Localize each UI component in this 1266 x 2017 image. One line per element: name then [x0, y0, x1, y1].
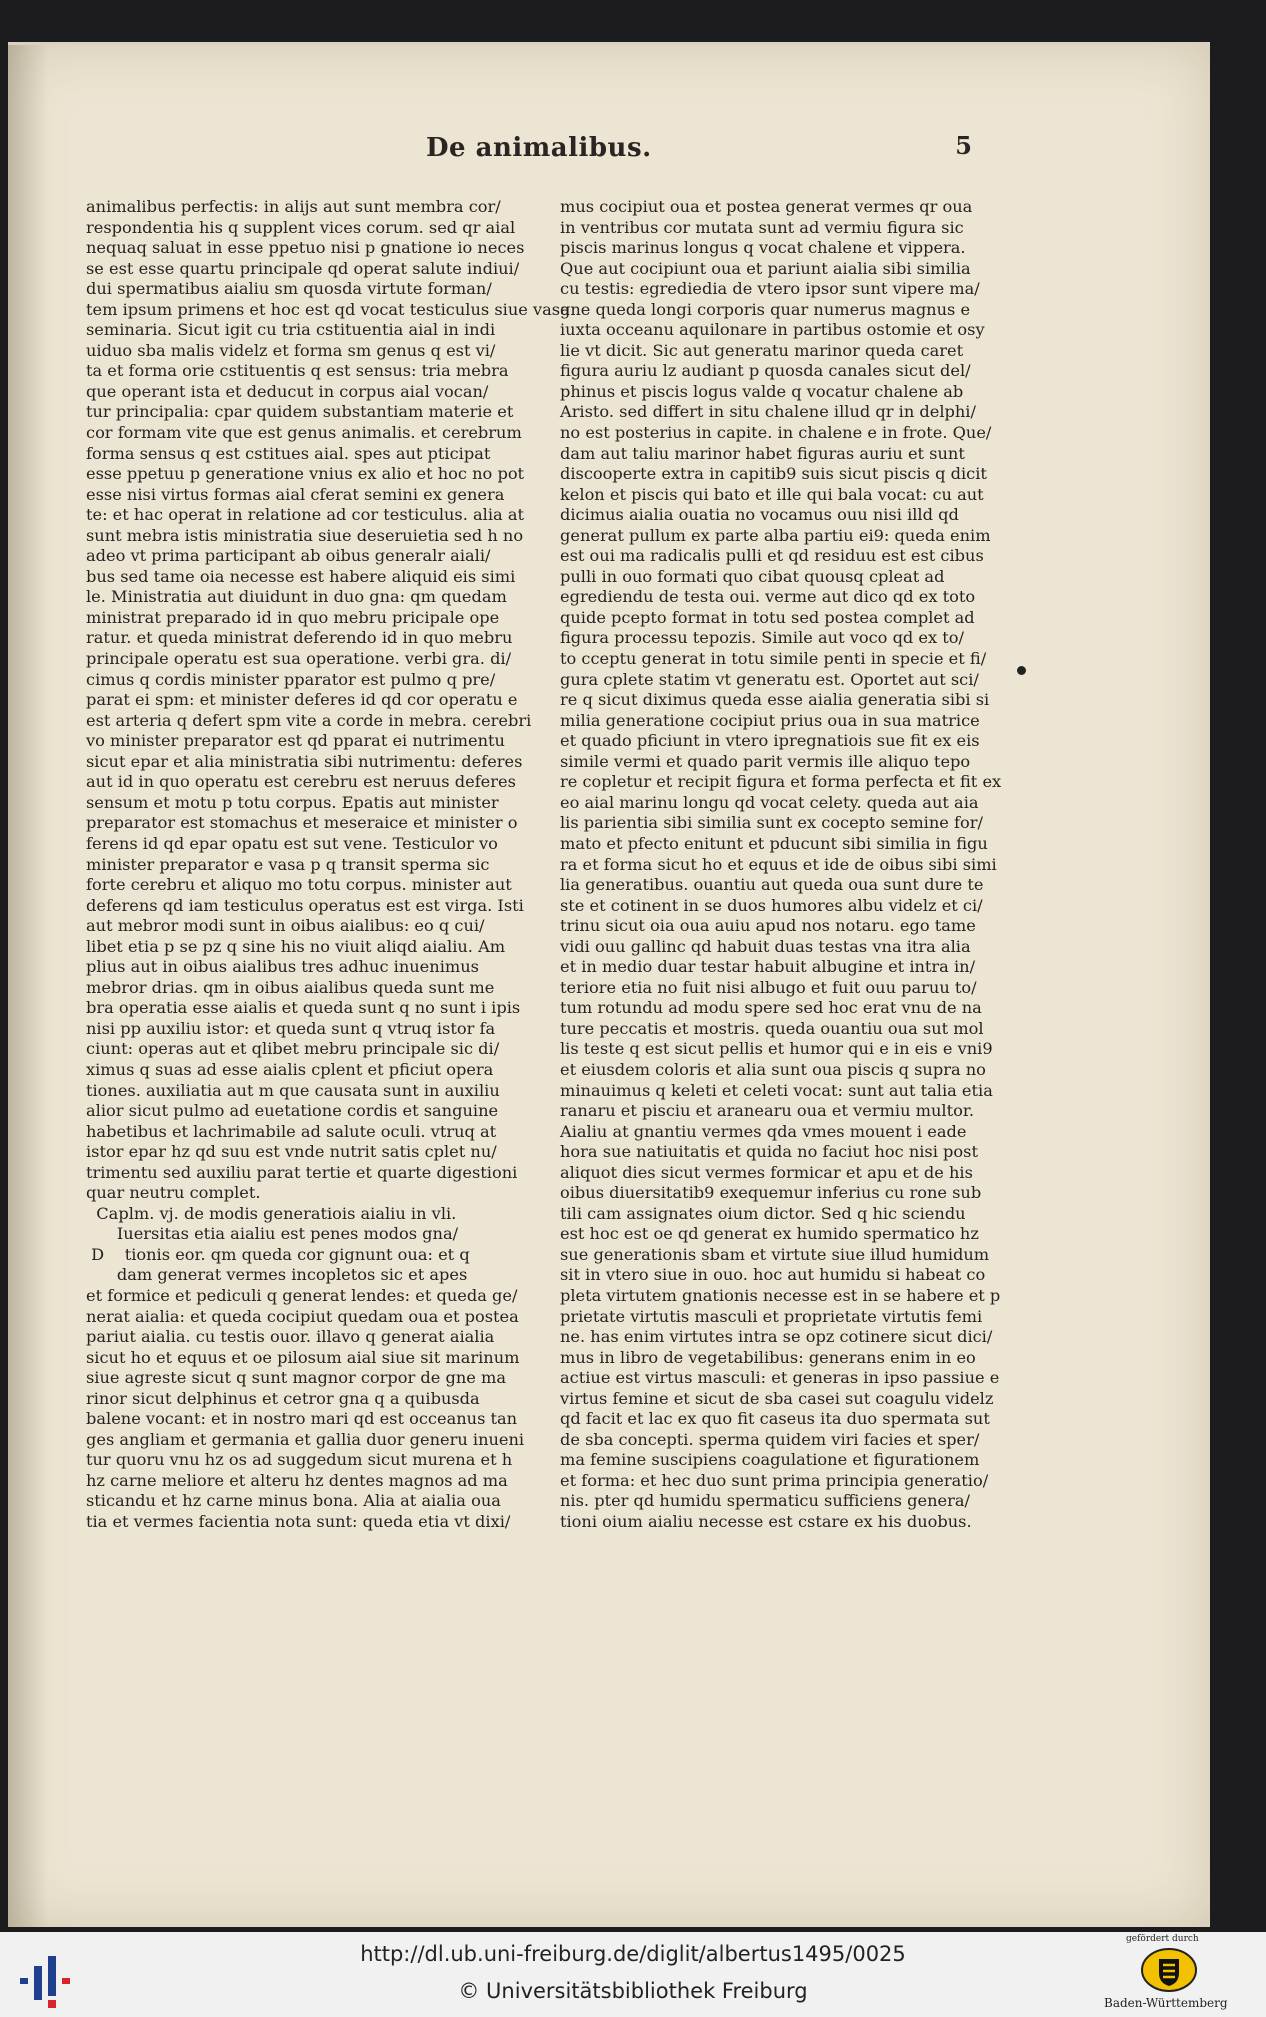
baden-wuerttemberg-seal-icon	[1140, 1947, 1198, 1993]
text-line: piscis marinus longus q vocat chalene et vippera.	[560, 238, 966, 258]
text-line: vo minister preparator est qd pparat ei nutrimentu	[86, 731, 505, 751]
text-line: que operant ista et deducut in corpus aial vocan/	[86, 381, 489, 401]
text-line: est hoc est oe qd generat ex humido spermatico hz	[560, 1224, 979, 1244]
text-line: gne queda longi corporis quar numerus magnus e	[560, 299, 971, 319]
text-line: gura cplete statim vt generatu est. Oportet aut sci/	[560, 669, 979, 689]
text-line: sicut ho et equus et oe pilosum aial siue sit marinum	[86, 1347, 520, 1367]
text-line: Iuersitas etia aialiu est penes modos gna/	[86, 1224, 459, 1244]
text-line: cu testis: egrediedia de vtero ipsor sunt vipere ma/	[560, 279, 980, 299]
text-line: ximus q suas ad esse aialis cplent et pficiut opera	[86, 1059, 494, 1079]
text-line: uiduo sba malis videlz et forma sm genus q est vi/	[86, 340, 496, 360]
text-line: vidi ouu gallinc qd habuit duas testas vna itra alia	[560, 936, 971, 956]
text-line: et formice et pediculi q generat lendes: et queda ge/	[86, 1285, 518, 1305]
text-line: generat pullum ex parte alba partiu ei9: queda enim	[560, 525, 991, 545]
text-line: minister preparator e vasa p q transit sperma sic	[86, 854, 490, 874]
text-line: nisi pp auxiliu istor: et queda sunt q vtruq istor fa	[86, 1018, 496, 1038]
text-line: quar neutru complet.	[86, 1183, 261, 1203]
text-line: ma femine suscipiens coagulatione et figurationem	[560, 1450, 980, 1470]
text-line: tiones. auxiliatia aut m que causata sunt in auxiliu	[86, 1080, 500, 1100]
text-line: forma sensus q est cstitues aial. spes aut pticipat	[86, 443, 491, 463]
text-line: nerat aialia: et queda cocipiut quedam oua et postea	[86, 1306, 519, 1326]
text-line: hz carne meliore et alteru hz dentes magnos ad ma	[86, 1470, 508, 1490]
text-line: lis teste q est sicut pellis et humor qui e in eis e vni9	[560, 1039, 993, 1059]
text-line: ture peccatis et mostris. queda ouantiu oua sut mol	[560, 1018, 984, 1038]
text-line: libet etia p se pz q sine his no viuit aliqd aialiu. Am	[86, 936, 506, 956]
text-line: Aialiu at gnantiu vermes qda vmes mouent i eade	[560, 1121, 967, 1141]
text-line: no est posterius in capite. in chalene e in frote. Que/	[560, 423, 992, 443]
footer-bar	[0, 1932, 1266, 2017]
folio-number: 5	[955, 131, 972, 160]
copyright-text: © Universitätsbibliothek Freiburg	[458, 1979, 808, 2003]
text-line: siue agreste sicut q sunt magnor corpor de gne ma	[86, 1368, 507, 1388]
text-line: ne. has enim virtutes intra se opz cotinere sicut dici/	[560, 1327, 993, 1347]
text-line: lia generatibus. ouantiu aut queda oua sunt dure te	[560, 875, 984, 895]
book-page	[8, 42, 1210, 1927]
ink-dot	[1017, 666, 1026, 675]
text-line: lie vt dicit. Sic aut generatu marinor queda caret	[560, 340, 964, 360]
text-line: adeo vt prima participant ab oibus generalr aiali/	[86, 546, 491, 566]
text-line: habetibus et lachrimabile ad salute oculi. vtruq at	[86, 1121, 497, 1141]
text-line: Caplm. vj. de modis generatiois aialiu in vli.	[86, 1203, 457, 1223]
text-line: pulli in ouo formati quo cibat quousq cpleat ad	[560, 566, 945, 586]
text-line: mus cocipiut oua et postea generat vermes qr oua	[560, 197, 973, 216]
text-line: et in medio duar testar habuit albugine et intra in/	[560, 957, 976, 977]
text-line: esse ppetuu p generatione vnius ex alio et hoc no pot	[86, 464, 525, 484]
text-line: bra operatia esse aialis et queda sunt q no sunt i ipis	[86, 998, 521, 1018]
text-line: tur principalia: cpar quidem substantiam materie et	[86, 402, 514, 422]
text-line: principale operatu est sua operatione. verbi gra. di/	[86, 649, 512, 669]
text-line: est oui ma radicalis pulli et qd residuu est est cibus	[560, 546, 984, 566]
text-line: figura processu tepozis. Simile aut voco qd ex to/	[560, 628, 964, 648]
text-line: ges angliam et germania et gallia duor generu inueni	[86, 1429, 525, 1449]
text-line: hora sue natiuitatis et quida no faciut hoc nisi post	[560, 1142, 978, 1162]
text-line: virtus femine et sicut de sba casei sut coagulu videlz	[560, 1388, 994, 1408]
text-line: ranaru et pisciu et aranearu oua et vermiu multor.	[560, 1101, 974, 1121]
text-line: re q sicut diximus queda esse aialia generatia sibi si	[560, 690, 990, 710]
text-line: trinu sicut oia oua auiu apud nos notaru. ego tame	[560, 916, 976, 936]
text-line: se est esse quartu principale qd operat salute indiui/	[86, 258, 520, 278]
text-line: rinor sicut delphinus et cetror gna q a quibusda	[86, 1388, 480, 1408]
text-line: D tionis eor. qm queda cor gignunt oua: et q	[86, 1244, 470, 1264]
text-line: sit in vtero siue in ouo. hoc aut humidu si habeat co	[560, 1265, 986, 1285]
text-line: aut mebror modi sunt in oibus aialibus: eo q cui/	[86, 916, 485, 936]
text-line: ferens id qd epar opatu est sut vene. Testiculor vo	[86, 833, 498, 853]
text-line: plius aut in oibus aialibus tres adhuc inuenimus	[86, 957, 479, 977]
text-line: dicimus aialia ouatia no vocamus ouu nisi illd qd	[560, 505, 959, 525]
text-line: ta et forma orie cstituentis q est sensus: tria mebra	[86, 361, 509, 381]
text-line: milia generatione cocipiut prius oua in sua matrice	[560, 710, 980, 730]
text-line: deferens qd iam testiculus operatus est est virga. Isti	[86, 895, 524, 915]
text-line: teriore etia no fuit nisi albugo et fuit ouu paruu to/	[560, 977, 977, 997]
text-line: respondentia his q supplent vices corum. sed qr aial	[86, 217, 516, 237]
text-line: balene vocant: et in nostro mari qd est occeanus tan	[86, 1409, 518, 1429]
text-line: ciunt: operas aut et qlibet mebru principale sic di/	[86, 1039, 500, 1059]
text-line: qd facit et lac ex quo fit caseus ita duo spermata sut	[560, 1409, 990, 1429]
text-line: re copletur et recipit figura et forma perfecta et fit ex	[560, 772, 1002, 792]
text-line: ra et forma sicut ho et equus et ide de oibus sibi simi	[560, 854, 997, 874]
text-line: kelon et piscis qui bato et ille qui bala vocat: cu aut	[560, 484, 984, 504]
left-text-column	[86, 197, 570, 1533]
text-line: ministrat preparado id in quo mebru pricipale ope	[86, 607, 500, 627]
text-line: animalibus perfectis: in alijs aut sunt membra cor/	[86, 197, 501, 216]
text-line: parat ei spm: et minister deferes id qd cor operatu e	[86, 690, 518, 710]
text-line: cor formam vite que est genus animalis. et cerebrum	[86, 423, 522, 443]
text-line: dui spermatibus aialiu sm quosda virtute forman/	[86, 279, 492, 299]
text-line: pariut aialia. cu testis ouor. illavo q generat aialia	[86, 1327, 495, 1347]
sponsor-label: gefördert durch	[1126, 1934, 1199, 1944]
text-line: nis. pter qd humidu spermaticu sufficiens genera/	[560, 1491, 970, 1511]
text-line: esse nisi virtus formas aial cferat semini ex genera	[86, 484, 505, 504]
permalink-url[interactable]: http://dl.ub.uni-freiburg.de/diglit/albertus1495/0025	[360, 1942, 906, 1966]
text-line: forte cerebru et aliquo mo totu corpus. minister aut	[86, 875, 512, 895]
text-line: simile vermi et quado parit vermis ille aliquo tepo	[560, 751, 971, 771]
text-line: egrediendu de testa oui. verme aut dico qd ex toto	[560, 587, 976, 607]
text-line: sue generationis sbam et virtute siue illud humidum	[560, 1244, 990, 1264]
text-line: tur quoru vnu hz os ad suggedum sicut murena et h	[86, 1450, 513, 1470]
text-line: dam aut taliu marinor habet figuras auriu et sunt	[560, 443, 965, 463]
text-line: tili cam assignates oium dictor. Sed q hic sciendu	[560, 1203, 966, 1223]
text-line: mus in libro de vegetabilibus: generans enim in eo	[560, 1347, 976, 1367]
text-line: est arteria q defert spm vite a corde in mebra. cerebri	[86, 710, 532, 730]
text-line: te: et hac operat in relatione ad cor testiculus. alia at	[86, 505, 524, 525]
text-line: sticandu et hz carne minus bona. Alia at aialia oua	[86, 1491, 501, 1511]
text-line: de sba concepti. sperma quidem viri facies et sper/	[560, 1429, 980, 1449]
text-line: in ventribus cor mutata sunt ad vermiu figura sic	[560, 217, 964, 237]
text-line: lis parientia sibi similia sunt ex cocepto semine for/	[560, 813, 983, 833]
text-line: aliquot dies sicut vermes formicar et apu et de his	[560, 1162, 973, 1182]
text-line: tum rotundu ad modu spere sed hoc erat vnu de na	[560, 998, 982, 1018]
text-line: mato et pfecto enitunt et pducunt sibi similia in figu	[560, 833, 988, 853]
sponsor-name: Baden-Württemberg	[1104, 1996, 1228, 2010]
running-head: De animalibus.	[426, 133, 652, 163]
text-line: quide pcepto format in totu sed postea complet ad	[560, 607, 975, 627]
text-line: aut id in quo operatu est cerebru est neruus deferes	[86, 772, 516, 792]
text-line: oibus diuersitatib9 exequemur inferius cu rone sub	[560, 1183, 982, 1203]
text-line: mebror drias. qm in oibus aialibus queda sunt me	[86, 977, 495, 997]
text-line: figura auriu lz audiant p quosda canales sicut del/	[560, 361, 971, 381]
text-line: cimus q cordis minister pparator est pulmo q pre/	[86, 669, 496, 689]
text-line: phinus et piscis logus valde q vocatur chalene ab	[560, 381, 964, 401]
text-line: Aristo. sed differt in situ chalene illud qr in delphi/	[560, 402, 976, 422]
text-line: Que aut cocipiunt oua et pariunt aialia sibi similia	[560, 258, 971, 278]
right-text-column	[560, 197, 1010, 1533]
text-line: nequaq saluat in esse ppetuo nisi p gnatione io neces	[86, 238, 525, 258]
text-line: istor epar hz qd suu est vnde nutrit satis cplet nu/	[86, 1142, 497, 1162]
text-line: sicut epar et alia ministratia sibi nutrimentu: deferes	[86, 751, 523, 771]
text-line: tem ipsum primens et hoc est qd vocat testiculus siue vasa	[86, 299, 570, 319]
text-line: et forma: et hec duo sunt prima principia generatio/	[560, 1470, 989, 1490]
text-line: sunt mebra istis ministratia siue deseruietia sed h no	[86, 525, 524, 545]
text-line: alior sicut pulmo ad euetatione cordis et sanguine	[86, 1101, 499, 1121]
text-line: et quado pficiunt in vtero ipregnatiois sue fit ex eis	[560, 731, 980, 751]
text-line: le. Ministratia aut diuidunt in duo gna: qm quedam	[86, 587, 507, 607]
text-line: tioni oium aialiu necesse est cstare ex his duobus.	[560, 1512, 972, 1531]
text-line: prietate virtutis masculi et proprietate virtutis femi	[560, 1306, 983, 1326]
text-line: discooperte extra in capitib9 suis sicut piscis q dicit	[560, 464, 987, 484]
text-line: tia et vermes facientia nota sunt: queda etia vt dixi/	[86, 1512, 511, 1531]
text-line: to cceptu generat in totu simile penti in specie et fi/	[560, 649, 987, 669]
text-line: bus sed tame oia necesse est habere aliquid eis simi	[86, 566, 516, 586]
text-line: sensum et motu p totu corpus. Epatis aut minister	[86, 792, 499, 812]
text-line: dam generat vermes incopletos sic et apes	[86, 1265, 468, 1285]
text-line: ratur. et queda ministrat deferendo id in quo mebru	[86, 628, 513, 648]
text-line: minauimus q keleti et celeti vocat: sunt aut talia etia	[560, 1080, 993, 1100]
text-line: pleta virtutem gnationis necesse est in se habere et p	[560, 1285, 1001, 1305]
text-line: trimentu sed auxiliu parat tertie et quarte digestioni	[86, 1162, 518, 1182]
text-line: preparator est stomachus et meseraice et minister o	[86, 813, 518, 833]
text-line: seminaria. Sicut igit cu tria cstituentia aial in indi	[86, 320, 496, 340]
text-line: et eiusdem coloris et alia sunt oua piscis q supra no	[560, 1059, 986, 1079]
text-line: iuxta occeanu aquilonare in partibus ostomie et osy	[560, 320, 985, 340]
text-line: actiue est virtus masculi: et generas in ipso passiue e	[560, 1368, 1000, 1388]
text-line: ste et cotinent in se duos humores albu videlz et ci/	[560, 895, 983, 915]
text-line: eo aial marinu longu qd vocat celety. queda aut aia	[560, 792, 979, 812]
